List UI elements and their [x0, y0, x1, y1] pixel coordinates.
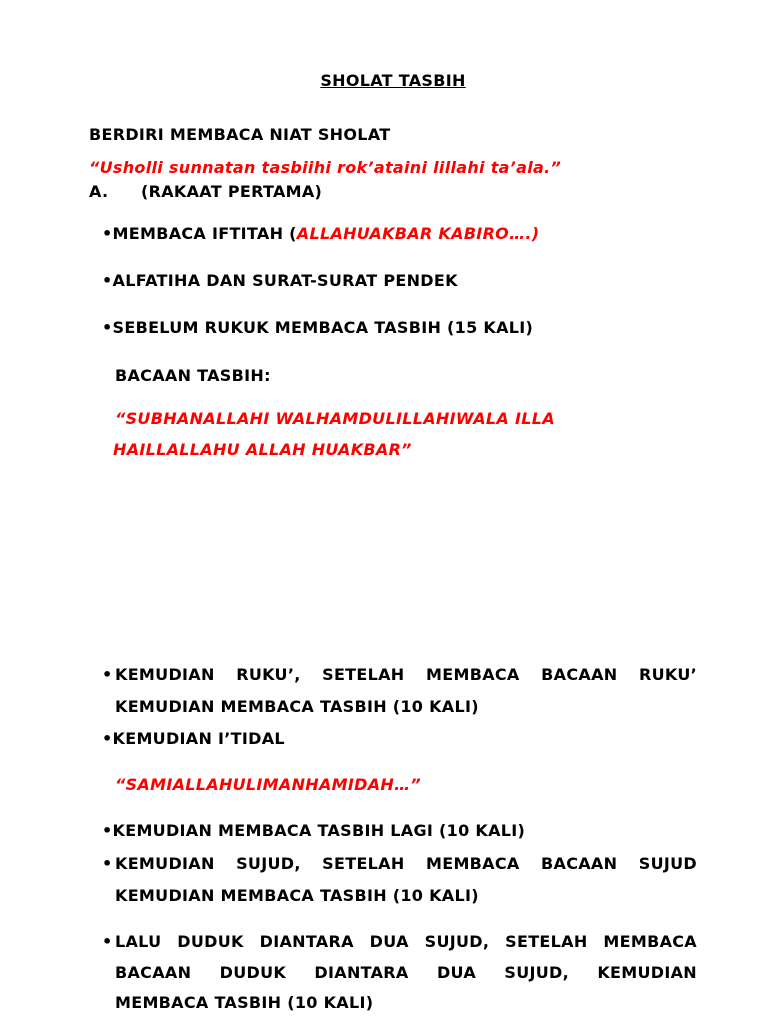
section-a-marker: A.: [89, 182, 109, 201]
list-item-duduk-line-1: LALU DUDUK DIANTARA DUA SUJUD, SETELAH MEMBACA: [115, 932, 697, 951]
bullet: •: [102, 224, 113, 243]
list-item-ruku-line-1: KEMUDIAN RUKU’, SETELAH MEMBACA BACAAN RUKU’: [115, 665, 697, 684]
item-text: ALFATIHA DAN SURAT-SURAT PENDEK: [112, 271, 458, 290]
tasbih-text-line-1: “SUBHANALLAHI WALHAMDULILLAHIWALA ILLA: [115, 409, 555, 428]
bullet: •: [102, 271, 113, 290]
item-text: MEMBACA IFTITAH (: [112, 224, 297, 243]
item-text: KEMUDIAN MEMBACA TASBIH LAGI (10 KALI): [112, 821, 526, 840]
bullet: •: [102, 932, 113, 951]
item-highlight: ALLAHUAKBAR KABIRO….): [296, 224, 540, 243]
document-title: SHOLAT TASBIH: [320, 71, 466, 90]
list-item-duduk-line-3: MEMBACA TASBIH (10 KALI): [115, 993, 374, 1012]
bullet: •: [102, 854, 113, 873]
list-item-itidal: [102, 729, 285, 748]
list-item-alfatiha: [102, 271, 458, 290]
list-item-iftitah: [102, 224, 539, 243]
list-item-duduk-line-2: BACAAN DUDUK DIANTARA DUA SUJUD, KEMUDIAN: [115, 963, 697, 982]
list-item-tasbih-lagi: [102, 821, 525, 840]
bullet: •: [102, 821, 113, 840]
bullet: •: [102, 318, 113, 337]
itidal-bacaan: “SAMIALLAHULIMANHAMIDAH…”: [115, 775, 421, 794]
list-item-ruku-line-2: KEMUDIAN MEMBACA TASBIH (10 KALI): [115, 697, 479, 716]
bullet: •: [102, 729, 113, 748]
list-item-sujud-line-2: KEMUDIAN MEMBACA TASBIH (10 KALI): [115, 886, 479, 905]
section-a-label: (RAKAAT PERTAMA): [141, 182, 323, 201]
list-item-sebelum-rukuk: [102, 318, 533, 337]
bullet: •: [102, 665, 113, 684]
niat-text: “Usholli sunnatan tasbiihi rok’ataini lillahi ta’ala.”: [89, 158, 562, 177]
item-text: SEBELUM RUKUK MEMBACA TASBIH (15 KALI): [112, 318, 534, 337]
list-item-sujud-line-1: KEMUDIAN SUJUD, SETELAH MEMBACA BACAAN SUJUD: [115, 854, 697, 873]
bacaan-label: BACAAN TASBIH:: [115, 366, 271, 385]
intro-heading: BERDIRI MEMBACA NIAT SHOLAT: [89, 125, 391, 144]
tasbih-text-line-2: HAILLALLAHU ALLAH HUAKBAR”: [113, 440, 412, 459]
item-text: KEMUDIAN I’TIDAL: [112, 729, 285, 748]
